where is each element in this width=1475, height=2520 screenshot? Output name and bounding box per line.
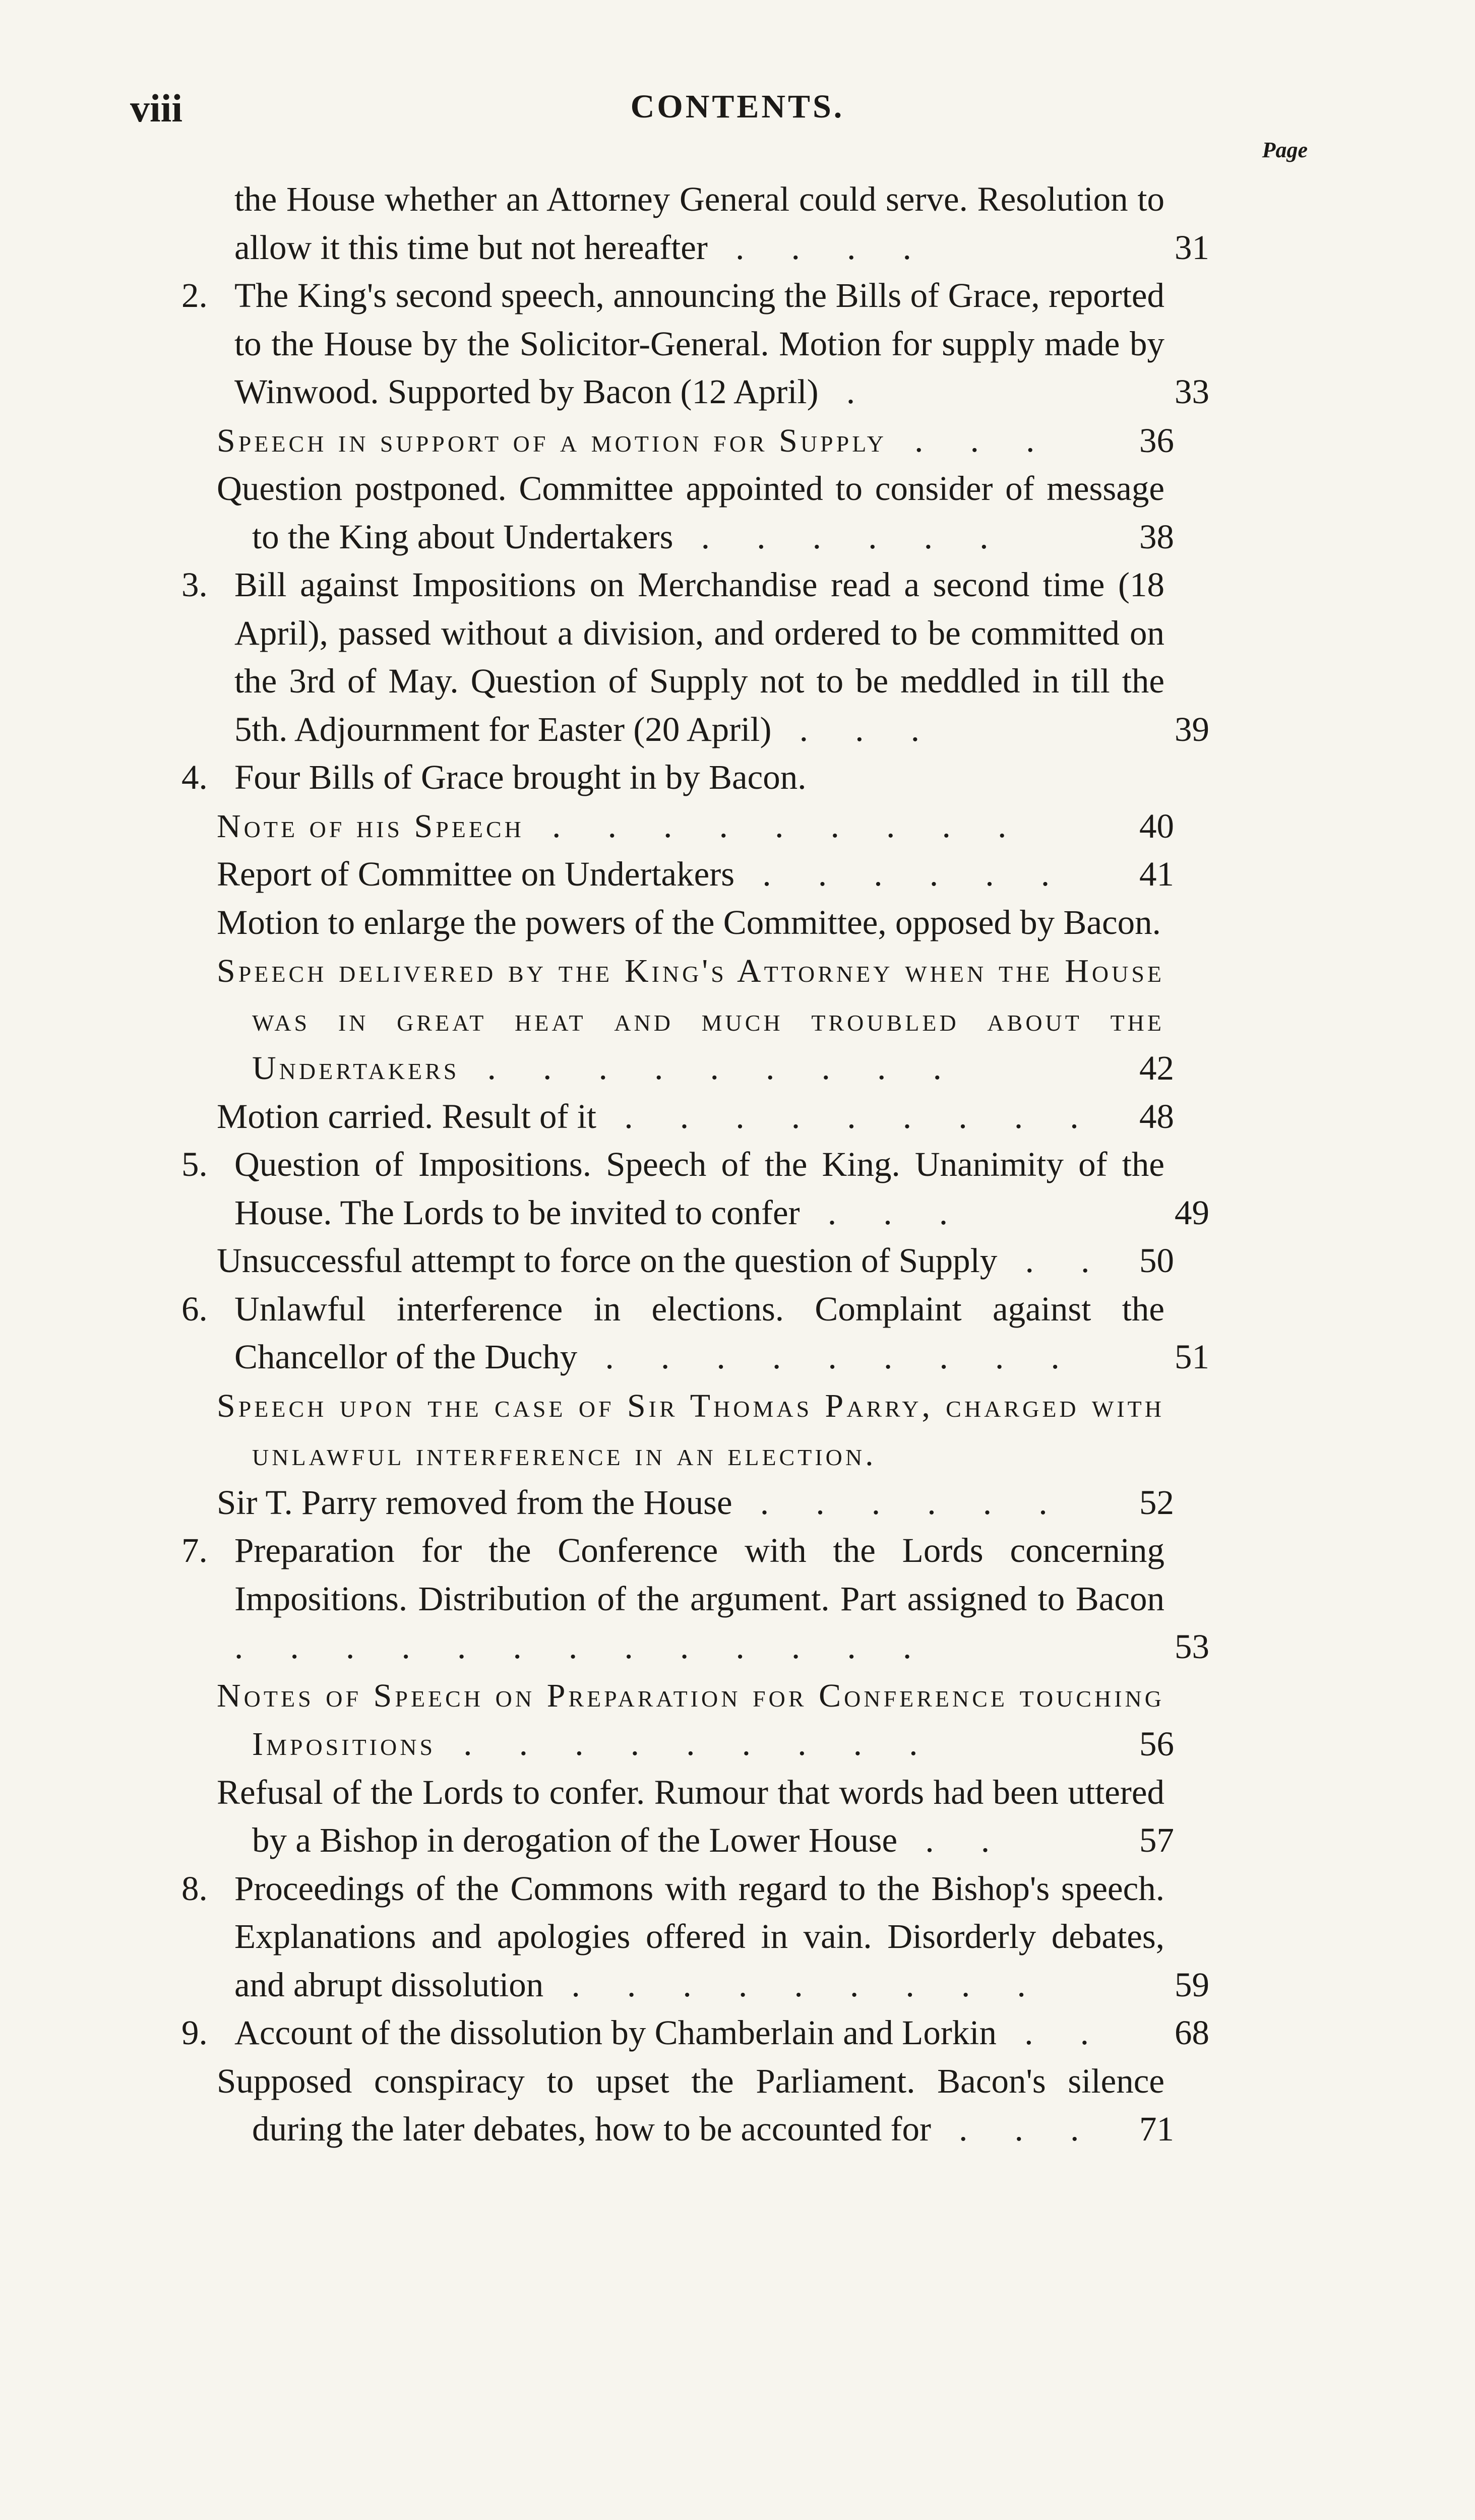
dot-leader: . . . . . . . . . [577, 1338, 1079, 1376]
dot-leader: . . [897, 1821, 1009, 1859]
toc-page-number: 56 [1139, 1725, 1174, 1763]
toc-entry [161, 1527, 1235, 1671]
dot-leader: . . . [800, 1193, 967, 1232]
dot-leader: . . . . . . . . . [596, 1097, 1098, 1136]
dot-leader: . . . . . . . . . [436, 1724, 937, 1762]
dot-leader: . . . . . . [732, 1483, 1067, 1522]
toc-entry [161, 1479, 1235, 1527]
toc-entry-text: Speech upon the case of Sir Thomas Parry, charged with unlawful interference in an election. [217, 1387, 1164, 1473]
toc-entry [161, 416, 1235, 465]
dot-leader: . . [996, 2013, 1108, 2052]
folio-number: viii [130, 86, 183, 130]
toc-page-number: 36 [1139, 421, 1174, 460]
toc-entry [161, 1237, 1235, 1285]
toc-page-number: 68 [1175, 2013, 1209, 2052]
toc-entry-text: Proceedings of the Commons with regard to the Bishop's speech. Explanations and apologies offered in vain. Disorderly debates, and abrupt dissolution [234, 1869, 1164, 2004]
toc-entry-text: Motion to enlarge the powers of the Committee, opposed by Bacon. [217, 903, 1161, 941]
toc-entry-text: Unlawful interference in elections. Complaint against the Chancellor of the Duchy [234, 1289, 1164, 1376]
toc-entry [161, 1093, 1235, 1141]
toc-entry [161, 1285, 1235, 1381]
toc-entry [161, 272, 1235, 416]
toc-entry [161, 1865, 1235, 2009]
toc-page-number: 53 [1175, 1627, 1209, 1666]
toc-entry-text: Sir T. Parry removed from the House [217, 1483, 732, 1522]
toc-entry [161, 2057, 1235, 2154]
page-header [0, 86, 1475, 141]
toc-entry-text: Refusal of the Lords to confer. Rumour that words had been uttered by a Bishop in derogation of the Lower House [217, 1773, 1164, 1859]
toc-entry-text: the House whether an Attorney General could serve. Resolution to allow it this time but not hereafter [234, 180, 1164, 267]
toc-entry-number: 2. [181, 276, 208, 314]
dot-leader: . . . [931, 2110, 1098, 2148]
dot-leader: . . . . . . . . . [459, 1048, 961, 1087]
dot-leader: . . . . . . . . . [524, 806, 1026, 845]
toc-entry [161, 899, 1235, 947]
toc-entry-text: Speech in support of a motion for Supply [217, 422, 887, 459]
toc-entry-number: 9. [181, 2013, 208, 2052]
toc-page-number: 41 [1139, 855, 1174, 893]
page-column-heading: Page [1262, 138, 1308, 162]
toc-entry-number: 8. [181, 1869, 208, 1908]
dot-leader: . . . . . . [673, 517, 1008, 556]
toc-page-number: 51 [1175, 1338, 1209, 1376]
toc-page-number: 39 [1175, 710, 1209, 748]
toc-page-number: 49 [1175, 1193, 1209, 1232]
toc-entry-number: 7. [181, 1531, 208, 1569]
toc-page-number: 50 [1139, 1241, 1174, 1280]
dot-leader: . . . . [707, 228, 931, 267]
dot-leader: . [818, 372, 875, 411]
toc-page-number: 42 [1139, 1049, 1174, 1087]
toc-page-number: 71 [1139, 2110, 1174, 2148]
toc-entry-text: Speech delivered by the King's Attorney when the House was in great heat and much troubled about the Undertakers [217, 953, 1164, 1087]
toc-page-number: 31 [1175, 228, 1209, 267]
dot-leader: . . [997, 1241, 1109, 1280]
table-of-contents [161, 175, 1235, 2154]
toc-entry-text: Notes of Speech on Preparation for Conference touching Impositions [217, 1677, 1164, 1762]
toc-entry [161, 465, 1235, 561]
toc-entry [161, 1381, 1235, 1479]
toc-entry-text: Motion carried. Result of it [217, 1097, 597, 1136]
toc-entry [161, 1671, 1235, 1769]
toc-page-number: 38 [1139, 517, 1174, 556]
toc-entry [161, 1141, 1235, 1237]
running-title: CONTENTS. [630, 88, 845, 125]
toc-entry [161, 1769, 1235, 1865]
dot-leader: . . . . . . . . . [543, 1965, 1045, 2004]
toc-entry-text: The King's second speech, announcing the Bills of Grace, reported to the House by the Solicitor-General. Motion for supply made by Winwood. Supported by Bacon (12 April) [234, 276, 1164, 411]
dot-leader: . . . . . . [734, 855, 1069, 893]
toc-entry [161, 753, 1235, 802]
toc-entry [161, 802, 1235, 851]
toc-entry [161, 947, 1235, 1093]
dot-leader: . . . [886, 420, 1054, 459]
dot-leader: . . . [771, 710, 939, 748]
toc-page-number: 57 [1139, 1821, 1174, 1859]
toc-entry-number: 6. [181, 1289, 208, 1328]
toc-page-number: 52 [1139, 1483, 1174, 1522]
toc-entry [161, 561, 1235, 753]
toc-page-number: 59 [1175, 1965, 1209, 2004]
dot-leader: . . . . . . . . . . . . . [234, 1627, 931, 1666]
toc-entry-text: Question postponed. Committee appointed to consider of message to the King about Undertakers [217, 469, 1164, 556]
toc-entry-text: Account of the dissolution by Chamberlain and Lorkin [234, 2013, 997, 2052]
toc-entry [161, 850, 1235, 899]
toc-page-number: 33 [1175, 372, 1209, 411]
toc-entry-text: Report of Committee on Undertakers [217, 855, 735, 893]
toc-entry-text: Question of Impositions. Speech of the King. Unanimity of the House. The Lords to be invited to confer [234, 1145, 1164, 1232]
toc-page-number: 40 [1139, 806, 1174, 845]
toc-entry-text: Preparation for the Conference with the Lords concerning Impositions. Distribution of the argument. Part assigned to Bacon [234, 1531, 1164, 1618]
toc-entry-number: 5. [181, 1145, 208, 1183]
toc-entry-text: Unsuccessful attempt to force on the question of Supply [217, 1241, 998, 1280]
toc-entry-text: Supposed conspiracy to upset the Parliament. Bacon's silence during the later debates, how to be accounted for [217, 2061, 1164, 2148]
toc-entry-number: 3. [181, 565, 208, 604]
toc-entry-number: 4. [181, 758, 208, 796]
toc-page-number: 48 [1139, 1097, 1174, 1136]
toc-entry [161, 2009, 1235, 2057]
toc-entry [161, 175, 1235, 272]
toc-entry-text: Note of his Speech [217, 807, 524, 845]
toc-entry-text: Bill against Impositions on Merchandise read a second time (18 April), passed without a division, and ordered to be committed on the 3rd of May. Question of Supply not to be meddled in till the 5th. Adjournment for Easter (20 April) [234, 565, 1164, 748]
toc-entry-text: Four Bills of Grace brought in by Bacon. [234, 758, 807, 796]
